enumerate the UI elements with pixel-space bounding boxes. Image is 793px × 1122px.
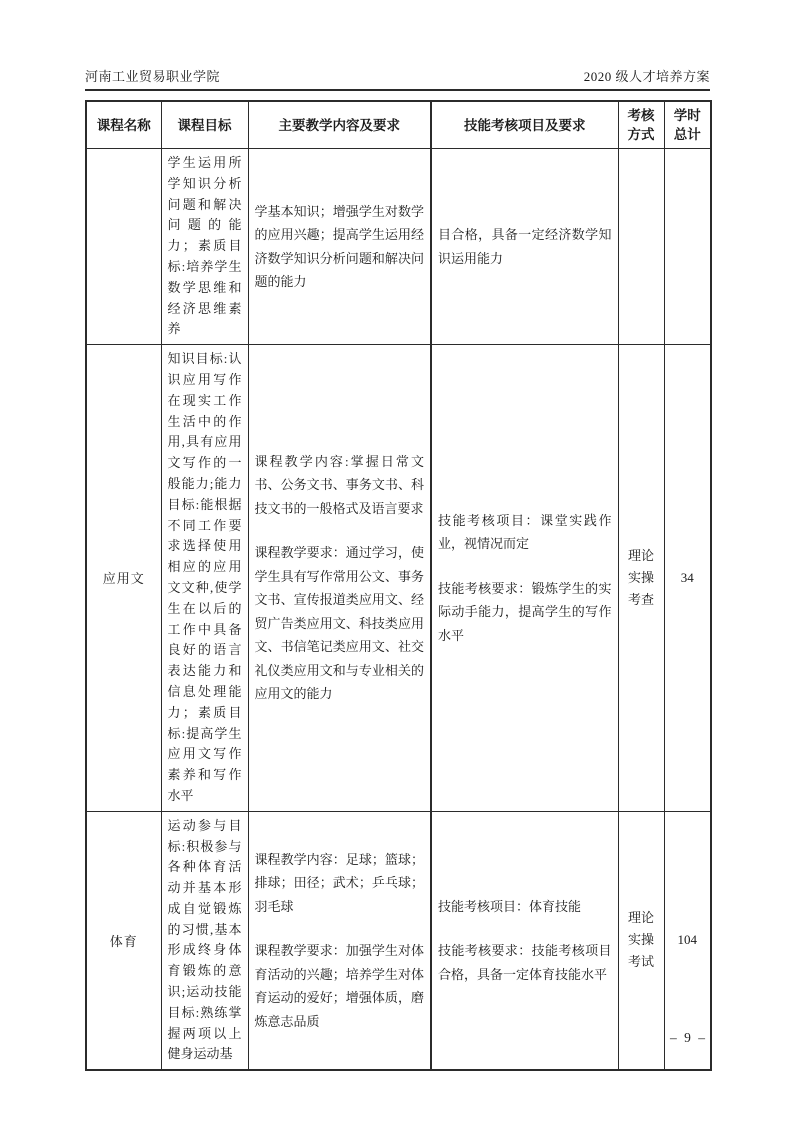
teaching-requirements-paragraph: 课程教学要求：加强学生对体育活动的兴趣；培养学生对体育运动的爱好；增强体质，磨炼意志品质 — [254, 943, 424, 1029]
cell-skill-assessment — [431, 811, 618, 1070]
course-table — [85, 100, 712, 1071]
skill-assessment-item-paragraph: 技能考核项目：体育技能 — [438, 898, 582, 914]
skill-assessment-requirement-paragraph: 技能考核要求：技能考核项目合格，具备一定体育技能水平 — [438, 943, 612, 982]
cell-skill-assessment — [431, 149, 618, 345]
col-header-teaching-content: 主要教学内容及要求 — [248, 101, 431, 149]
assessment-method-text: 理论实操考试 — [627, 910, 654, 970]
col-header-total-hours: 学时总计 — [664, 101, 711, 149]
teaching-requirements-paragraph: 课程教学要求：通过学习，使学生具有写作常用公文、事务文书、宣传报道类应用文、经贸广告类应用文、科技类应用文、书信笔记类应用文、社交礼仪类应用文和与专业相关的应用文的能力 — [254, 545, 424, 702]
cell-teaching-content — [248, 149, 431, 345]
objectives-text: 运动参与目标:积极参与各种体育活动并基本形成自觉锻炼的习惯,基本形成终身体育锻炼的意识;运动技能目标:熟练掌握两项以上健身运动基 — [167, 817, 242, 1062]
page-number: – 9 – — [670, 1030, 707, 1045]
col-header-course-name: 课程名称 — [86, 101, 161, 149]
objectives-text: 学生运用所学知识分析问题和解决问题的能力；素质目标:培养学生数学思维和经济思维素养 — [167, 155, 242, 337]
table-row-applied-writing — [86, 345, 711, 812]
table-row-physical-education — [86, 811, 711, 1070]
cell-total-hours — [664, 149, 711, 345]
col-header-course-objectives: 课程目标 — [161, 101, 248, 149]
col-header-skill-assessment: 技能考核项目及要求 — [431, 101, 618, 149]
cell-course-name: 应用文 — [86, 345, 161, 812]
header-institution: 河南工业贸易职业学院 — [85, 69, 221, 84]
cell-course-name: 体育 — [86, 811, 161, 1070]
table-header-row — [86, 101, 711, 149]
teaching-content-paragraph: 课程教学内容:掌握日常文书、公务文书、事务文书、科技文书的一般格式及语言要求 — [254, 453, 424, 516]
teaching-content-paragraph: 课程教学内容：足球；篮球；排球；田径；武术；乒乓球；羽毛球 — [254, 851, 424, 914]
cell-assessment-method — [618, 149, 664, 345]
cell-assessment-method — [618, 345, 664, 812]
cell-teaching-content — [248, 345, 431, 812]
cell-total-hours: 34 — [664, 345, 711, 812]
teaching-content-paragraph: 学基本知识；增强学生对数学的应用兴趣；提高学生运用经济数学知识分析问题和解决问题的能力 — [254, 203, 424, 290]
cell-total-hours: 104 — [664, 811, 711, 1070]
skill-assessment-requirement-paragraph: 技能考核要求：锻炼学生的实际动手能力，提高学生的写作水平 — [438, 580, 612, 643]
page-header — [85, 66, 710, 85]
skill-assessment-item-paragraph: 技能考核项目：课堂实践作业，视情况而定 — [438, 512, 612, 552]
cell-course-objectives — [161, 811, 248, 1070]
skill-assessment-paragraph: 目合格，具备一定经济数学知识运用能力 — [438, 227, 612, 266]
cell-assessment-method — [618, 811, 664, 1070]
cell-course-objectives — [161, 149, 248, 345]
assessment-method-text: 理论实操考查 — [627, 547, 654, 607]
table-row-economics-math-continued — [86, 149, 711, 345]
cell-course-name — [86, 149, 161, 345]
cell-teaching-content — [248, 811, 431, 1070]
cell-course-objectives — [161, 345, 248, 812]
cell-skill-assessment — [431, 345, 618, 812]
objectives-text: 知识目标:认识应用写作在现实工作生活中的作用,具有应用文写作的一般能力;能力目标:能根据不同工作要求选择使用相应的应用文文种,使学生在以后的工作中具备良好的语言表达能力和信息处理能力；素质目标:提高学生应用文写作素养和写作水平 — [167, 351, 242, 803]
header-document-title: 2020 级人才培养方案 — [583, 69, 710, 84]
header-rule — [85, 89, 710, 91]
col-header-assessment-method: 考核方式 — [618, 101, 664, 149]
